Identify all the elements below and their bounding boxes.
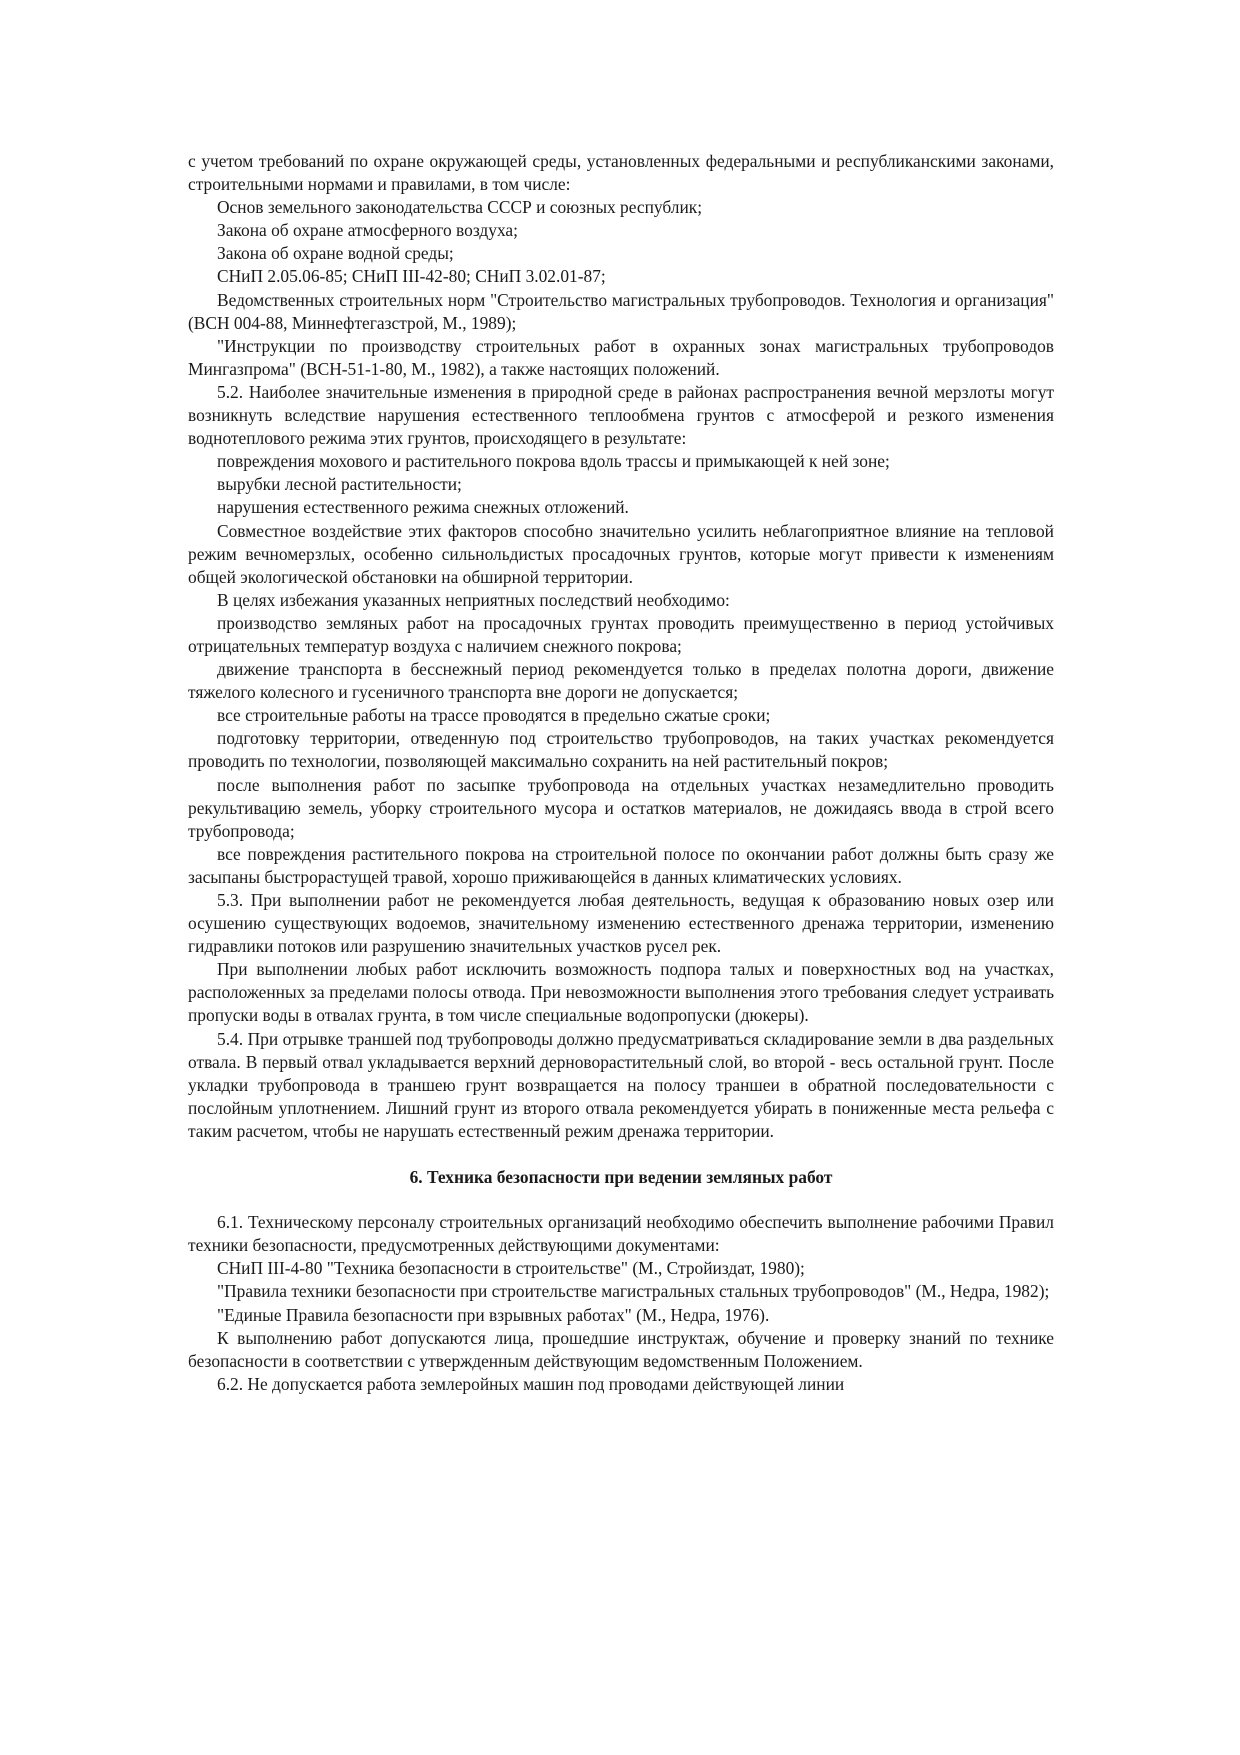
paragraph: "Правила техники безопасности при строительстве магистральных стальных трубопроводов" (М., Недра, 1982); <box>217 1281 1050 1302</box>
paragraph: СНиП 2.05.06-85; СНиП III-42-80; СНиП 3.02.01-87; <box>217 266 606 287</box>
paragraph: Основ земельного законодательства СССР и союзных республик; <box>217 197 703 218</box>
paragraph: 5.3. При выполнении работ не рекомендуется любая деятельность, ведущая к образованию новых озер или осушению существующих водоемов, значительному изменению естественного дренажа территории, изменению гидравлики потоков или разрушению значительных участков русел рек. <box>188 890 1054 957</box>
paragraph: все повреждения растительного покрова на строительной полосе по окончании работ должны быть сразу же засыпаны быстрорастущей травой, хорошо приживающейся в данных климатических условиях. <box>188 843 1054 887</box>
paragraph: Ведомственных строительных норм "Строительство магистральных трубопроводов. Технология и организация" (ВСН 004-88, Миннефтегазстрой, М., 1989); <box>188 289 1054 333</box>
paragraph: В целях избежания указанных неприятных последствий необходимо: <box>217 589 730 610</box>
paragraph: подготовку территории, отведенную под строительство трубопроводов, на таких участках рекомендуется проводить по технологии, позволяющей максимально сохранить на ней растительный покров; <box>188 728 1054 772</box>
section-heading: 6. Техника безопасности при ведении земляных работ <box>409 1167 833 1188</box>
paragraph: 6.2. Не допускается работа землеройных машин под проводами действующей линии <box>217 1373 845 1394</box>
paragraph: 6.1. Техническому персоналу строительных организаций необходимо обеспечить выполнение рабочими Правил техники безопасности, предусмотренных действующими документами: <box>188 1212 1054 1256</box>
paragraph: "Единые Правила безопасности при взрывных работах" (М., Недра, 1976). <box>217 1304 770 1325</box>
paragraph: нарушения естественного режима снежных отложений. <box>217 497 629 518</box>
paragraph: производство земляных работ на просадочных грунтах проводить преимущественно в период устойчивых отрицательных температур воздуха с наличием снежного покрова; <box>188 612 1054 656</box>
paragraph: СНиП III-4-80 "Техника безопасности в строительстве" (М., Стройиздат, 1980); <box>217 1258 805 1279</box>
paragraph: Закона об охране водной среды; <box>217 243 454 264</box>
paragraph: К выполнению работ допускаются лица, прошедшие инструктаж, обучение и проверку знаний по технике безопасности в соответствии с утвержденным действующим ведомственным Положением. <box>188 1327 1054 1371</box>
paragraph: При выполнении любых работ исключить возможность подпора талых и поверхностных вод на участках, расположенных за пределами полосы отвода. При невозможности выполнения этого требования следует устраивать пропуски воды в отвалах грунта, в том числе специальные водопропуски (дюкеры). <box>188 959 1054 1026</box>
paragraph: все строительные работы на трассе проводятся в предельно сжатые сроки; <box>217 705 771 726</box>
paragraph: "Инструкции по производству строительных работ в охранных зонах магистральных трубопроводов Мингазпрома" (ВСН-51-1-80, М., 1982), а также настоящих положений. <box>188 335 1054 379</box>
paragraph: движение транспорта в бесснежный период рекомендуется только в пределах полотна дороги, движение тяжелого колесного и гусеничного транспорта вне дороги не допускается; <box>188 659 1054 703</box>
paragraph: 5.4. При отрывке траншей под трубопроводы должно предусматриваться складирование земли в два раздельных отвала. В первый отвал укладывается верхний дерноворастительный слой, во второй - весь остальной грунт. После укладки трубопровода в траншею грунт возвращается на полосу траншеи в обратной последовательности с послойным уплотнением. Лишний грунт из второго отвала рекомендуется убирать в пониженные места рельефа с таким расчетом, чтобы не нарушать естественный режим дренажа территории. <box>188 1028 1054 1141</box>
paragraph: с учетом требований по охране окружающей среды, установленных федеральными и республиканскими законами, строительными нормами и правилами, в том числе: <box>188 151 1054 195</box>
paragraph: Закона об охране атмосферного воздуха; <box>217 220 518 241</box>
paragraph: Совместное воздействие этих факторов способно значительно усилить неблагоприятное влияние на тепловой режим вечномерзлых, особенно сильнольдистых просадочных грунтов, которые могут привести к изменениям общей экологической обстановки на обширной территории. <box>188 520 1054 587</box>
paragraph: после выполнения работ по засыпке трубопровода на отдельных участках незамедлительно проводить рекультивацию земель, уборку строительного мусора и остатков материалов, не дожидаясь ввода в строй всего трубопровода; <box>188 774 1054 841</box>
paragraph: 5.2. Наиболее значительные изменения в природной среде в районах распространения вечной мерзлоты могут возникнуть вследствие нарушения естественного теплообмена грунтов с атмосферой и резкого изменения воднотеплового режима этих грунтов, происходящего в результате: <box>188 381 1054 449</box>
document-page <box>188 150 1054 1396</box>
paragraph: повреждения мохового и растительного покрова вдоль трассы и примыкающей к ней зоне; <box>217 451 890 472</box>
paragraph: вырубки лесной растительности; <box>217 474 462 495</box>
